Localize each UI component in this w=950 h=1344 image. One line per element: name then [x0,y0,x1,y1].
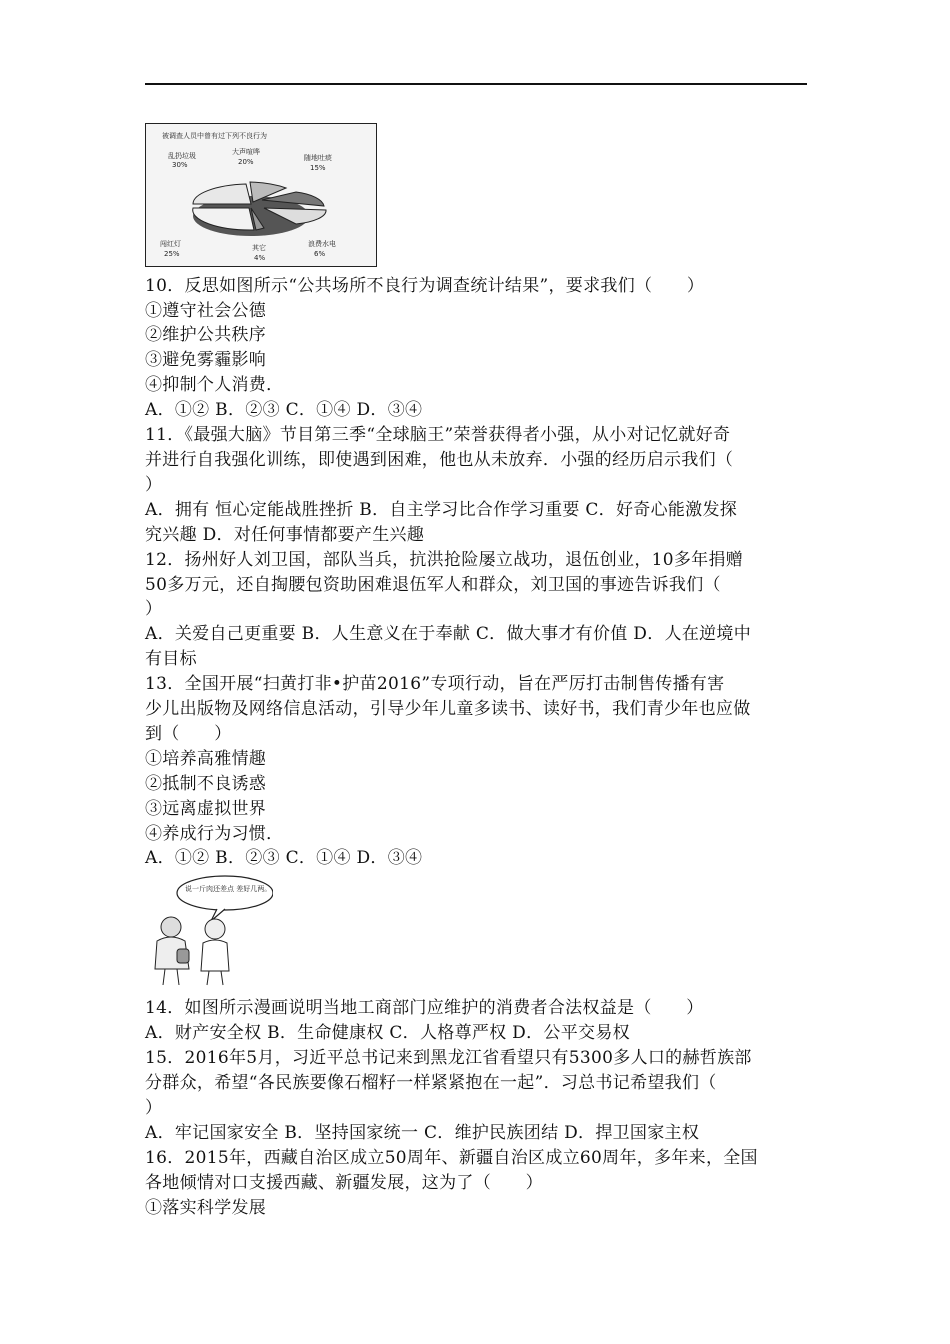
speech-bubble [177,876,273,910]
text-line: 14．如图所示漫画说明当地工商部门应维护的消费者合法权益是（ ） [145,998,704,1018]
text-line: ） [145,1098,163,1118]
text-line: A．①② B．②③ C．①④ D．③④ [145,848,423,868]
pie-chart-figure [145,123,377,267]
pie-label-5-value: 6% [314,250,326,258]
pie-label-2-value: 15% [310,164,326,172]
text-line: 15．2016年5月，习近平总书记来到黑龙江省看望只有5300多人口的赫哲族部 [145,1048,752,1068]
pie-label-4-name: 其它 [252,244,266,252]
pie-label-0-name: 乱扔垃圾 [168,152,196,160]
cartoon-figure [145,873,273,988]
text-line: 有目标 [145,649,197,669]
text-line: 50多万元，还自掏腰包资助困难退伍军人和群众，刘卫国的事迹告诉我们（ [145,575,721,595]
text-line: ） [145,599,163,619]
text-line: ④抑制个人消费． [145,375,284,395]
pie-label-0-value: 30% [172,161,188,169]
text-line: A．关爱自己更重要 B．人生意义在于奉献 C．做大事才有价值 D．人在逆境中 [145,624,752,644]
text-line: A．财产安全权 B．生命健康权 C．人格尊严权 D．公平交易权 [145,1023,630,1043]
text-line: 少儿出版物及网络信息活动，引导少年儿童多读书、读好书，我们青少年也应做 [145,699,751,719]
text-line: 并进行自我强化训练，即使遇到困难，他也从未放弃．小强的经历启示我们（ [145,450,734,470]
vendor-figure [201,919,229,985]
text-line: ①培养高雅情趣 [145,749,267,769]
text-line: ①遵守社会公德 [145,301,267,321]
text-line: ③避免雾霾影响 [145,350,267,370]
pie-label-5-name: 浪费水电 [308,240,336,248]
text-line: 分群众，希望“各民族要像石榴籽一样紧紧抱在一起”．习总书记希望我们（ [145,1073,717,1093]
text-line: 各地倾情对口支援西藏、新疆发展，这为了（ ） [145,1173,543,1193]
pie-slices [193,182,326,236]
text-line: 11．《最强大脑》节目第三季“全球脑王”荣誉获得者小强，从小对记忆就好奇 [145,425,731,445]
customer-figure [155,917,189,985]
text-line: ①落实科学发展 [145,1198,267,1218]
pie-label-1-value: 20% [238,158,254,166]
pie-chart-title: 被调查人员中曾有过下列不良行为 [162,132,267,140]
text-line: A．①② B．②③ C．①④ D．③④ [145,400,423,420]
text-line: A．拥有 恒心定能战胜挫折 B．自主学习比合作学习重要 C．好奇心能激发探 [145,500,738,520]
text-line: ④养成行为习惯． [145,824,284,844]
pie-slice-litter [193,184,251,204]
text-line: 10．反思如图所示“公共场所不良行为调查统计结果”，要求我们（ ） [145,276,705,296]
speech-text: 说一斤肉还差点 差好几两。 [185,885,272,893]
text-line: ） [145,475,163,495]
pie-label-4-value: 4% [254,254,266,262]
text-line: 16．2015年，西藏自治区成立50周年、新疆自治区成立60周年，多年来，全国 [145,1148,758,1168]
text-line: 到（ ） [145,724,232,744]
pie-label-2-name: 随地吐痰 [304,154,332,162]
pie-label-3-value: 25% [164,250,180,258]
text-line: ②抵制不良诱惑 [145,774,267,794]
text-line: 13．全国开展“扫黄打非•护苗2016”专项行动，旨在严厉打击制售传播有害 [145,674,725,694]
text-line: A．牢记国家安全 B．坚持国家统一 C．维护民族团结 D．捍卫国家主权 [145,1123,700,1143]
text-line: 究兴趣 D．对任何事情都要产生兴趣 [145,525,425,545]
pie-label-1-name: 大声喧哗 [232,148,260,156]
header-rule [145,83,807,85]
text-line: ③远离虚拟世界 [145,799,267,819]
cartoon-drawing [145,873,273,988]
pie-slice-redlight [193,208,254,230]
text-line: 12．扬州好人刘卫国，部队当兵，抗洪抢险屡立战功，退伍创业，10多年捐赠 [145,550,744,570]
pie-chart-drawing [146,124,376,266]
text-line: ②维护公共秩序 [145,325,267,345]
pie-label-3-name: 闯红灯 [160,240,181,248]
